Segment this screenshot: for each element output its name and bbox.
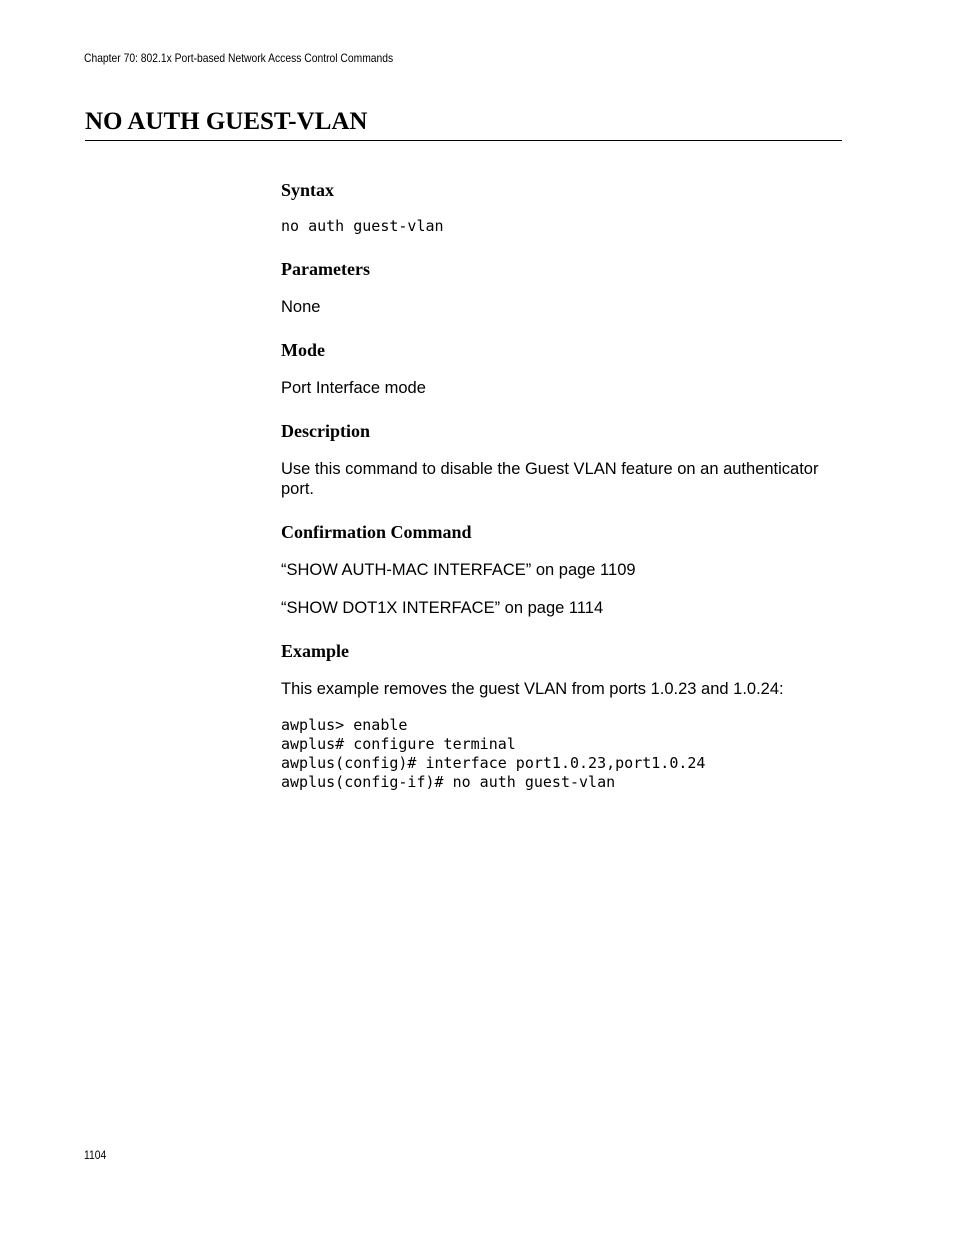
chapter-header: Chapter 70: 802.1x Port-based Network Access Control Commands (84, 51, 394, 65)
page-number: 1104 (84, 1148, 107, 1162)
description-text-line: port. (281, 480, 315, 498)
example-text: This example removes the guest VLAN from ports 1.0.23 and 1.0.24: (281, 680, 784, 698)
code-line: awplus# configure terminal (281, 735, 516, 753)
description-heading: Description (281, 421, 370, 441)
title-rule (85, 140, 842, 141)
parameters-heading: Parameters (281, 259, 370, 279)
confirmation-heading: Confirmation Command (281, 522, 472, 542)
mode-text: Port Interface mode (281, 379, 426, 397)
confirmation-ref-link[interactable]: “SHOW AUTH-MAC INTERFACE” on page 1109 (281, 561, 636, 579)
code-line: awplus> enable (281, 716, 408, 734)
syntax-code: no auth guest-vlan (281, 217, 444, 235)
syntax-heading: Syntax (281, 180, 335, 200)
confirmation-ref-link[interactable]: “SHOW DOT1X INTERFACE” on page 1114 (281, 599, 604, 617)
parameters-text: None (281, 298, 321, 316)
example-code-block (281, 716, 705, 792)
description-text-line: Use this command to disable the Guest VLAN feature on an authenticator (281, 460, 819, 478)
code-line: awplus(config-if)# no auth guest-vlan (281, 773, 616, 791)
mode-heading: Mode (281, 340, 325, 360)
code-line: awplus(config)# interface port1.0.23,port1.0.24 (281, 754, 706, 772)
page-title: NO AUTH GUEST-VLAN (85, 108, 368, 135)
example-heading: Example (281, 641, 350, 661)
